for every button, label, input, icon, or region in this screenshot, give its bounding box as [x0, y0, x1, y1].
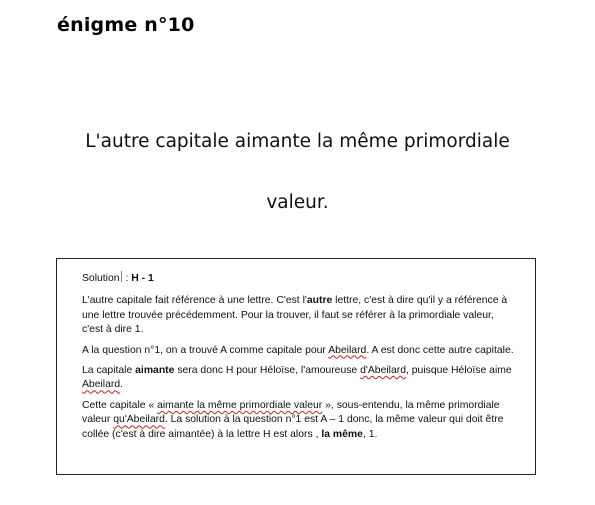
spellcheck-word: Abeilard: [328, 344, 367, 356]
text-cursor: [121, 271, 122, 282]
solution-paragraph-4: Cette capitale « aimante la même primordiale valeur », sous-entendu, la même primordiale valeur qu'Abeilard. La solution à la question n°1 est A – 1 donc, la même valeur qui doit être collée (c'est à dire aimantée) à la lettre H est alors , la même, 1.: [82, 399, 504, 440]
solution-label: Solution: [82, 273, 120, 284]
riddle-line-2: valeur.: [266, 192, 329, 213]
solution-paragraph-3: La capitale aimante sera donc H pour Héloïse, l'amoureuse d'Abeilard, puisque Héloïse aime Abeilard.: [82, 365, 512, 391]
solution-paragraph-2: A la question n°1, on a trouvé A comme capitale pour Abeilard. A est donc cette autre capitale.: [82, 344, 514, 356]
solution-answer: H - 1: [131, 273, 154, 284]
solution-box: [56, 258, 536, 475]
riddle-line-1: L'autre capitale aimante la même primordiale: [85, 131, 510, 152]
spellcheck-phrase: aimante la même primordiale valeur: [157, 399, 323, 411]
page-title: énigme n°10: [57, 14, 195, 36]
solution-heading: Solution : H - 1: [82, 273, 154, 284]
solution-paragraph-1: L'autre capitale fait référence à une lettre. C'est l'autre lettre, c'est à dire qu'il y a référence à une lettre trouvée précédemment. Pour la trouver, il faut se référer à la primordiale valeur, c'est à dire 1.: [82, 295, 508, 336]
spellcheck-word: d'Abeilard: [360, 365, 406, 377]
spellcheck-word: Abeilard: [82, 379, 121, 391]
spellcheck-word: qu'Abeilard: [113, 414, 165, 426]
